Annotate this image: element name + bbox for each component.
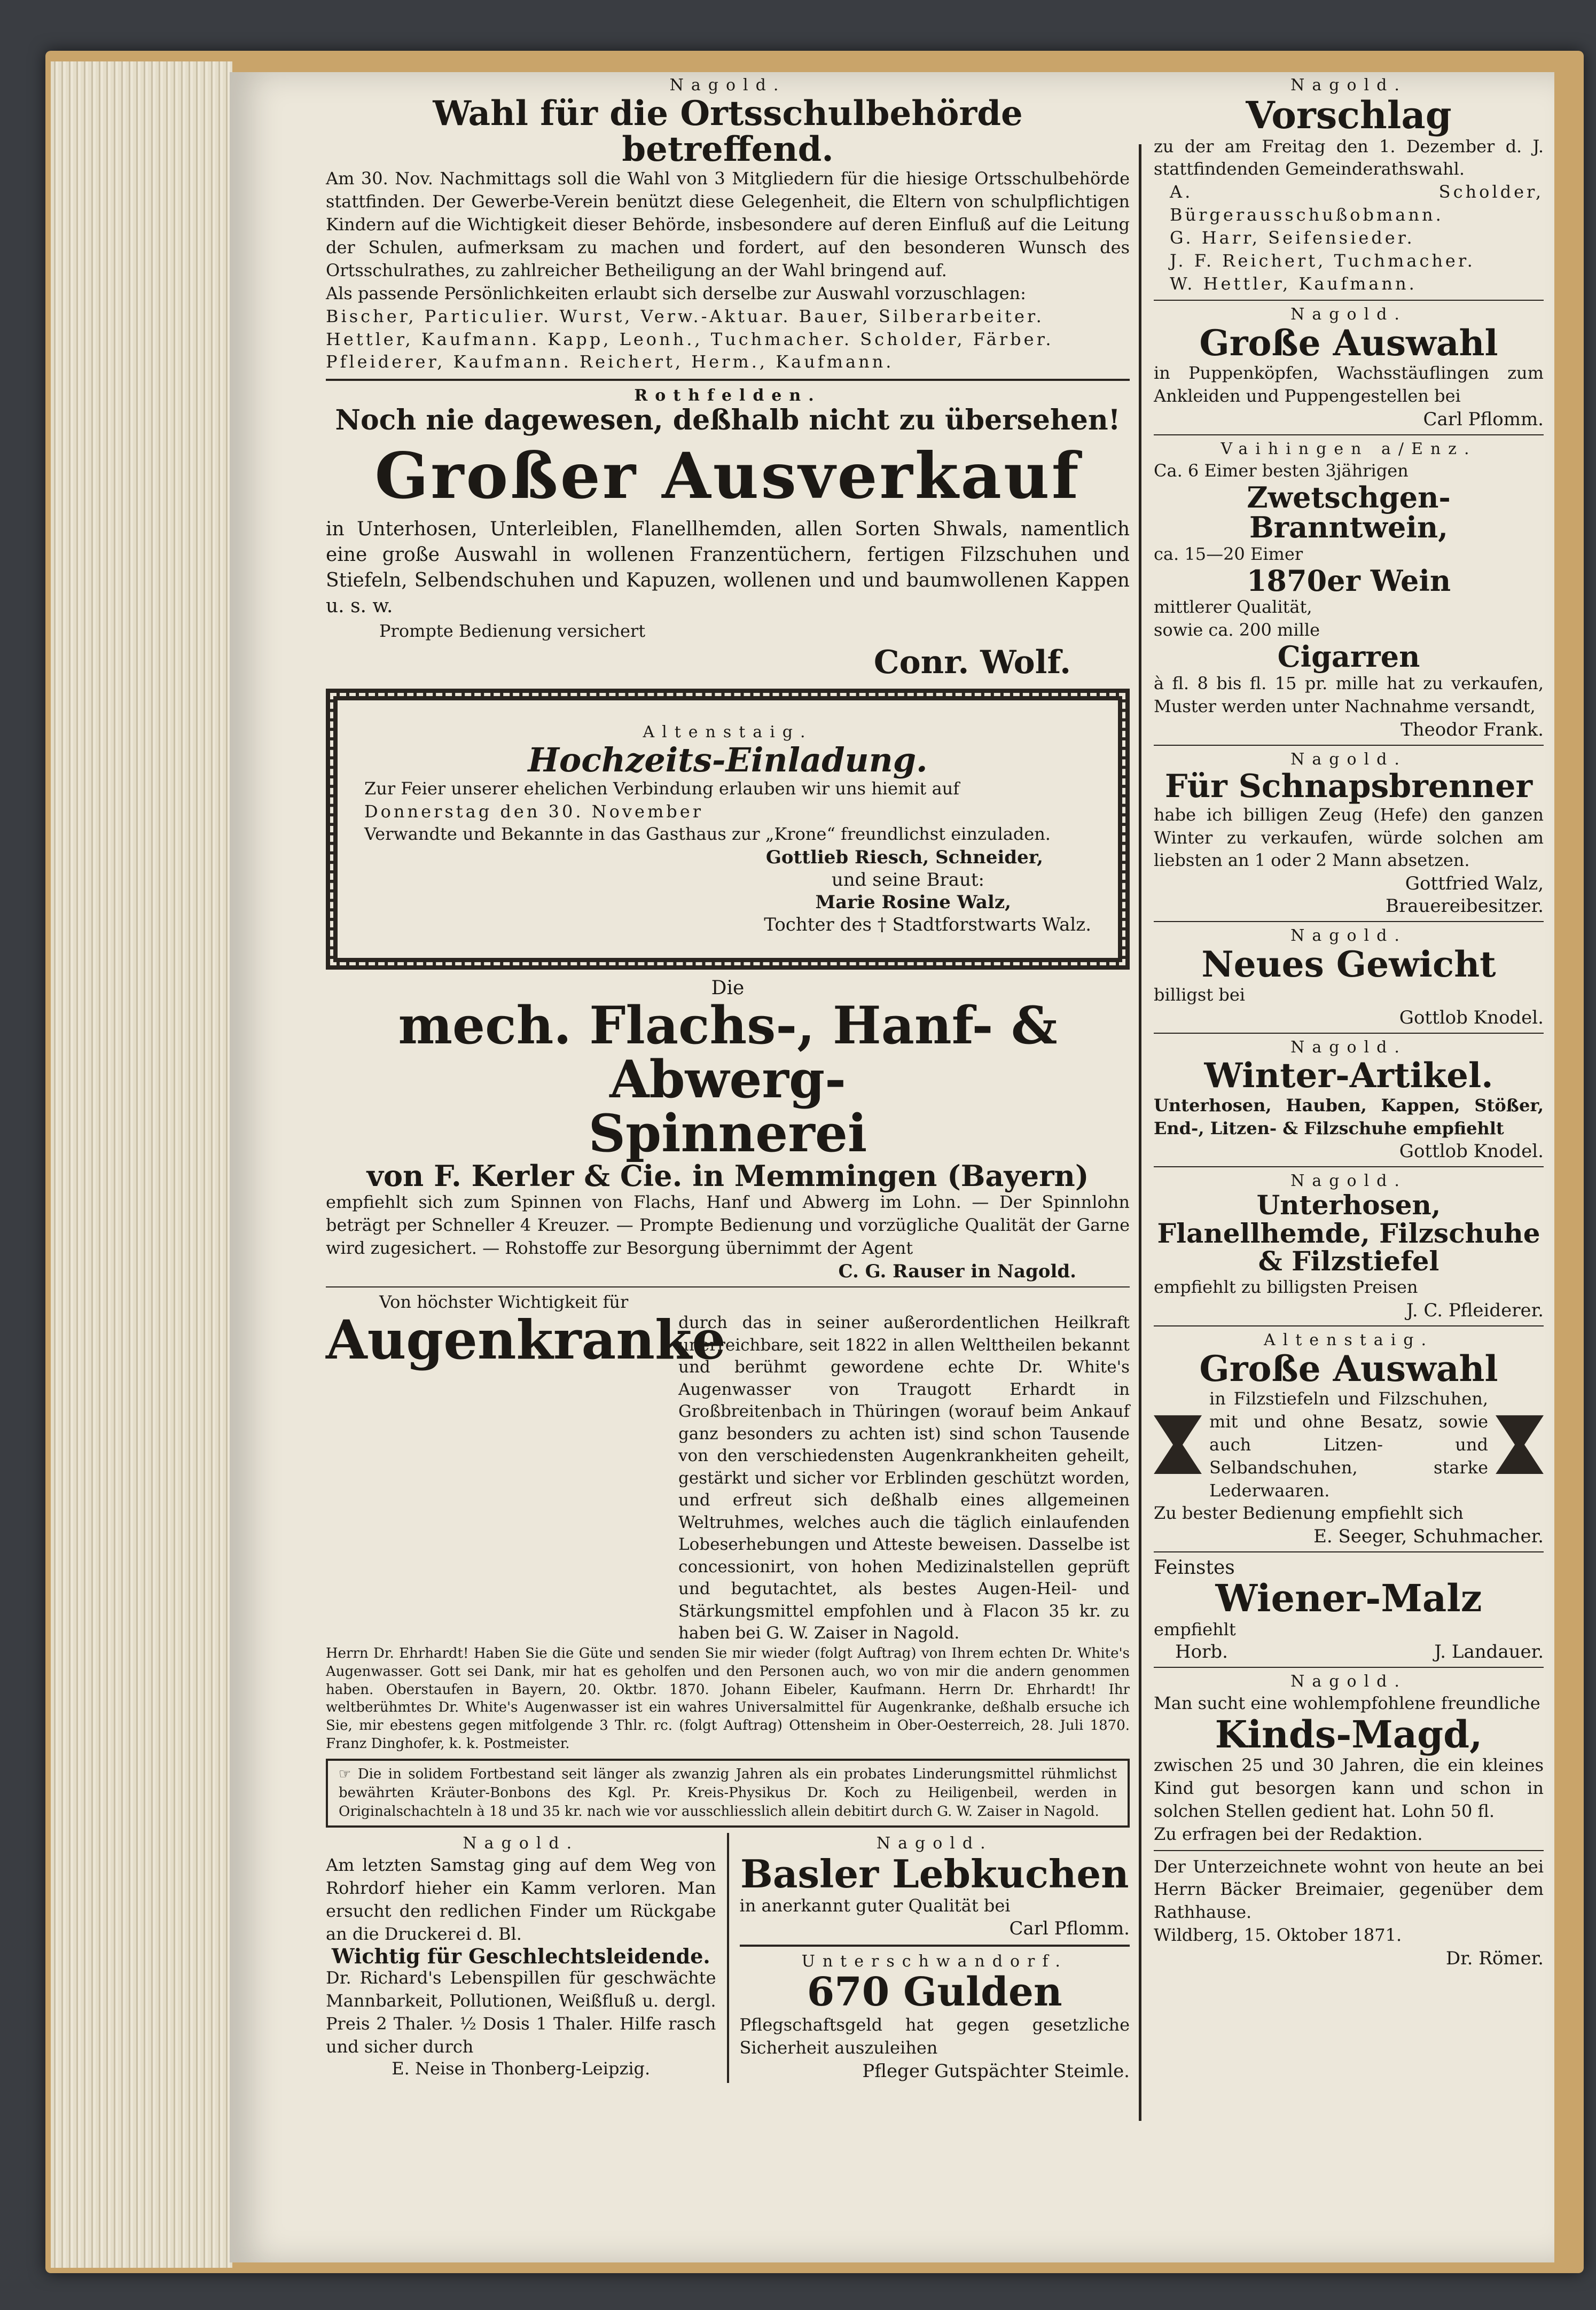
boot-icon <box>1496 1415 1544 1474</box>
ad-gingerbread <box>727 1833 1130 2083</box>
ad-company: von F. Kerler & Cie. in Memmingen (Bayern) <box>366 1158 1089 1193</box>
divider <box>326 1286 1130 1287</box>
ad-place: Nagold. <box>1290 1038 1407 1057</box>
ad-title: Basler Lebkuchen <box>740 1851 1129 1897</box>
ad-title: Hochzeits-Einladung. <box>528 740 928 779</box>
ad-place: Vaihingen a/Enz. <box>1221 439 1477 458</box>
ad-place: Nagold. <box>1290 1172 1407 1191</box>
ad-signature: Dr. Römer. <box>1445 1948 1544 1970</box>
name-line: J. F. Reichert, Tuchmacher. <box>1170 250 1475 271</box>
ad-signature: Gottlob Knodel. <box>1399 1007 1544 1029</box>
divider <box>1154 434 1544 435</box>
ad-signature: J. Landauer. <box>1434 1641 1544 1663</box>
ad-title: Wahl für die Ortsschulbehörde betreffend. <box>433 93 1023 170</box>
ad-body: empfiehlt <box>1154 1619 1236 1640</box>
ad-signature: Gottlob Knodel. <box>1399 1141 1544 1162</box>
ad-title: Neues Gewicht <box>1201 943 1496 986</box>
ad-body: empfiehlt zu billigsten Preisen <box>1154 1276 1418 1297</box>
ad-line: Ca. 6 Eimer besten 3jährigen <box>1154 460 1409 481</box>
divider <box>1154 1850 1544 1851</box>
divider <box>1154 1166 1544 1167</box>
ad-body: Unterhosen, Hauben, Kappen, Stößer, End-, Litzen- & Filzschuhe empfiehlt <box>1154 1095 1544 1138</box>
ad-place: Altenstaig. <box>643 722 813 742</box>
ad-malt <box>1154 1557 1544 1662</box>
ad-signature-2: Brauereibesitzer. <box>1385 895 1544 917</box>
ad-signature: Pfleger Gutspächter Steimle. <box>862 2060 1130 2082</box>
bottom-ads <box>326 1833 1130 2083</box>
ad-felt-boots <box>1154 1331 1544 1548</box>
ad-body: à fl. 8 bis fl. 15 pr. mille hat zu verkaufen, Muster werden unter Nachnahme versandt, <box>1154 673 1544 716</box>
signature-line: Tochter des † Stadtforstwarts Walz. <box>764 914 1091 936</box>
ad-title: Wichtig für Geschlechtsleidende. <box>331 1944 710 1968</box>
ad-body-2: Zu bester Bedienung empfiehlt sich <box>1154 1503 1464 1524</box>
ad-title: Kinds-Magd, <box>1215 1712 1483 1757</box>
ad-brandy <box>1154 440 1544 740</box>
ad-signature: E. Seeger, Schuhmacher. <box>1313 1526 1544 1548</box>
ad-title: Für Schnapsbrenner <box>1164 767 1533 805</box>
ad-title: Große Auswahl <box>1199 322 1498 364</box>
ad-service: Prompte Bedienung versichert <box>379 620 646 641</box>
signature-line: Marie Rosine Walz, <box>815 892 1011 914</box>
ad-title: Zwetschgen-Branntwein, <box>1247 480 1451 545</box>
divider <box>1154 1551 1544 1552</box>
ad-spinning-mill <box>326 977 1130 1282</box>
ad-title-3: Cigarren <box>1277 639 1420 674</box>
boot-icon <box>1154 1415 1202 1474</box>
notice-box: ☞ Die in solidem Fortbestand seit länger als zwanzig Jahren als ein probates Linderungsmittel rühmlichst bewährten Kräuter-Bonbons des Kgl. Pr. Kreis-Physikus Dr. Koch zu Heiligenbeil, werden in Originalschachteln à 18 und 35 kr. nach wie vor ausschliesslich allein debitirt durch G. W. Zaiser in Nagold. <box>326 1759 1130 1828</box>
ad-body: Am letzten Samstag ging auf dem Weg von Rohrdorf hieher ein Kamm verloren. Man ersucht den redlichen Finder um Rückgabe an die Druckerei d. Bl. <box>326 1855 716 1944</box>
candidate-line: Pfleiderer, Kaufmann. Reichert, Herm., Kaufmann. <box>326 352 894 372</box>
ad-pre: Feinstes <box>1154 1557 1235 1579</box>
ad-place: Nagold. <box>1290 305 1407 324</box>
ad-body-2: Als passende Persönlichkeiten erlaubt sich derselbe zur Auswahl vorzuschlagen: <box>326 283 1026 303</box>
ad-eye-water <box>326 1292 1130 1828</box>
ad-title: Winter-Artikel. <box>1204 1056 1493 1096</box>
wedding-invitation-box <box>326 689 1130 970</box>
ad-place: Rothfelden. <box>634 386 822 405</box>
ad-body: Pflegschaftsgeld hat gegen gesetzliche Sicherheit auszuleihen <box>739 2015 1130 2058</box>
divider <box>326 379 1130 381</box>
ad-new-weight <box>1154 926 1544 1028</box>
ad-body-2: zwischen 25 und 30 Jahren, die ein kleines Kind gut besorgen kann und schon in solchen Stellen gedient hat. Lohn 50 fl. <box>1154 1755 1544 1821</box>
left-column <box>326 75 1130 2083</box>
candidate-line: Hettler, Kaufmann. Kapp, Leonh., Tuchmacher. Scholder, Färber. <box>326 329 1054 349</box>
ad-line: ca. 15—20 Eimer <box>1154 543 1303 564</box>
right-column <box>1154 75 1544 1970</box>
ad-place: Nagold. <box>463 1834 580 1853</box>
divider <box>1154 1033 1544 1034</box>
ad-title: Unterhosen, Flanellhemde, Filzschuhe & Filzstiefel <box>1157 1189 1540 1277</box>
signature-line: Gottlieb Riesch, Schneider, <box>765 847 1043 869</box>
ad-body-3: Zu erfragen bei der Redaktion. <box>1154 1823 1423 1844</box>
ad-body: Der Unterzeichnete wohnt von heute an bei Herrn Bäcker Breimaier, gegenüber dem Rathhause. <box>1154 1856 1544 1923</box>
divider <box>1154 921 1544 922</box>
book-page-edges <box>51 61 232 2268</box>
ad-place: Nagold. <box>1290 750 1407 769</box>
invitation-date: Donnerstag den 30. November <box>364 801 703 822</box>
ad-place: Unterschwandorf. <box>801 1952 1068 1971</box>
ad-line: mittlerer Qualität, <box>1154 597 1312 618</box>
ad-body: in anerkannt guter Qualität bei <box>739 1895 1011 1916</box>
ad-body: habe ich billigen Zeug (Hefe) den ganzen Winter zu verkaufen, würde solchen am liebsten an 1 oder 2 Mann absetzen. <box>1154 804 1544 871</box>
ad-agent: C. G. Rauser in Nagold. <box>838 1260 1076 1282</box>
ad-place: Nagold. <box>1290 926 1407 946</box>
ad-body: zu der am Freitag den 1. Dezember d. J. stattfindenden Gemeinderathswahl. <box>1154 136 1544 180</box>
ad-place: Nagold. <box>1290 1672 1407 1691</box>
ad-title: Wiener-Malz <box>1215 1576 1482 1621</box>
divider <box>1154 300 1544 301</box>
ad-title: Große Auswahl <box>1199 1347 1498 1390</box>
ad-place: Nagold. <box>876 1834 993 1853</box>
ad-signature: Gottfried Walz, <box>1405 873 1544 895</box>
ad-line: sowie ca. 200 mille <box>1154 620 1320 641</box>
divider <box>1154 1667 1544 1668</box>
ad-title-2: 1870er Wein <box>1246 563 1451 598</box>
ad-body: Am 30. Nov. Nachmittags soll die Wahl von 3 Mitgliedern für die hiesige Ortsschulbehörde stattfinden. Der Gewerbe-Verein benützt diese Gelegenheit, die Eltern von schulpflichtigen Kindern auf die Wichtigkeit dieser Behörde, insbesondere auf deren Einfluß auf die Leitung der Schulen, aufmerksam zu machen und fordert, auf den besonderen Wunsch des Ortsschulrathes, zu zahlreicher Betheiligung an der Wahl bringend auf. <box>326 168 1130 280</box>
ad-body: in Puppenköpfen, Wachsstäuflingen zum Ankleiden und Puppengestellen bei <box>1154 362 1544 406</box>
ad-signature: E. Neise in Thonberg-Leipzig. <box>392 2058 651 2079</box>
ad-title: Augenkranke <box>326 1308 726 1371</box>
ad-tagline: Noch nie dagewesen, deßhalb nicht zu übersehen! <box>335 404 1121 437</box>
ad-signature: Theodor Frank. <box>1401 719 1544 740</box>
column-divider <box>1139 144 1141 2121</box>
ad-signature: J. C. Pfleiderer. <box>1406 1299 1544 1321</box>
ad-signature: Carl Pflomm. <box>1009 1918 1130 1940</box>
invitation-line: Zur Feier unserer ehelichen Verbindung erlauben wir uns hiemit auf <box>364 778 960 799</box>
ad-title: Großer Ausverkauf <box>374 438 1081 513</box>
ad-clearance-sale <box>326 386 1130 681</box>
name-line: G. Harr, Seifensieder. <box>1170 228 1415 248</box>
ad-place: Nagold. <box>1290 76 1407 95</box>
ad-body: billigst bei <box>1154 984 1246 1005</box>
ad-body: Man sucht eine wohlempfohlene freundliche <box>1154 1692 1540 1713</box>
ad-winter-articles <box>1154 1038 1544 1162</box>
ad-school-election <box>326 76 1130 373</box>
divider <box>1154 1325 1544 1326</box>
divider <box>1154 745 1544 746</box>
ad-title-2: Spinnerei <box>588 1103 867 1164</box>
ad-relocation <box>1154 1855 1544 1970</box>
ad-pre: Die <box>711 977 745 1000</box>
ad-title: mech. Flachs-, Hanf- & Abwerg- <box>398 995 1058 1110</box>
divider <box>740 1945 1130 1947</box>
ad-body: durch das in seiner außerordentlichen Heilkraft unerreichbare, seit 1822 in allen Welttheilen bekannt und berühmt gewordene echte Dr. White's Augenwasser von Traugott Erhardt in Großbreitenbach in Thüringen (worauf beim Ankauf ganz besonders zu achten ist) sind schon Tausende von den verschiedensten Augenkrankheiten geheilt, gestärkt und sicher vor Erblinden geschützt worden, und erfreut sich deßhalb eines allgemeinen Weltruhmes, welches auch die täglich einlaufenden Lobeserhebungen und Atteste beweisen. Dasselbe ist concessionirt, von hohen Medizinalstellen geprüft und begutachtet, als bestes Augen-Heil- und Stärkungsmittel empfohlen und à Flacon 35 kr. zu haben bei G. W. Zaiser in Nagold. <box>678 1313 1130 1643</box>
ad-lost-comb <box>326 1833 716 2083</box>
ad-body: empfiehlt sich zum Spinnen von Flachs, Hanf und Abwerg im Lohn. — Der Spinnlohn beträgt per Schneller 4 Kreuzer. — Prompte Bedienung und vorzügliche Qualität der Garne wird zugesichert. — Rohstoffe zur Besorgung übernimmt der Agent <box>326 1192 1130 1259</box>
invitation-line: Verwandte und Bekannte in das Gasthaus zur „Krone“ freundlichst einzuladen. <box>364 824 1051 845</box>
ad-title: Vorschlag <box>1246 93 1452 137</box>
ad-body: in Filzstiefeln und Filzschuhen, mit und ohne Besatz, sowie auch Litzen- und Selbandschuhen, starke Lederwaaren. <box>1209 1388 1488 1501</box>
name-line: W. Hettler, Kaufmann. <box>1170 273 1417 294</box>
ad-signature: Carl Pflomm. <box>1423 408 1544 430</box>
ad-underwear <box>1154 1172 1544 1321</box>
ad-pre: Von höchster Wichtigkeit für <box>379 1291 629 1312</box>
ad-date: Wildberg, 15. Oktober 1871. <box>1154 1925 1402 1946</box>
ad-place: Horb. <box>1175 1641 1228 1663</box>
signature-line: und seine Braut: <box>831 869 984 891</box>
ad-place: Altenstaig. <box>1263 1330 1434 1349</box>
ad-schnaps <box>1154 750 1544 917</box>
ad-body: in Unterhosen, Unterleiblen, Flanellhemden, allen Sorten Shwals, namentlich eine große Auswahl in wollenen Franzentüchern, fertigen Filzschuhen und Stiefeln, Selbendschuhen und Kapuzen, wollenen und und baumwollenen Kappen u. s. w. <box>326 518 1130 618</box>
name-line: A. Scholder, Bürgerausschußobmann. <box>1170 182 1544 225</box>
ad-doll-heads <box>1154 305 1544 430</box>
candidate-line: Bischer, Particulier. Wurst, Verw.-Aktuar. Bauer, Silberarbeiter. <box>326 306 1044 326</box>
ad-place: Nagold. <box>669 76 786 95</box>
testimonial: Herrn Dr. Ehrhardt! Haben Sie die Güte und senden Sie mir wieder (folgt Auftrag) von Ihrem echten Dr. White's Augenwasser. Gott sei Dank, mir hat es geholfen und den Personen auch, wo von mir die andern genommen haben. Oberstaufen in Bayern, 20. Oktbr. 1870. Johann Eibeler, Kaufmann. Herrn Dr. Ehrhardt! Ihr weltberühmtes Dr. White's Augenwasser ist ein wahres Universalmittel für Augenkranke, deßhalb ersuche ich Sie, mir ebestens gegen mitfolgende 3 Thlr. rc. (folgt Auftrag) Ottensheim in Ober-Oesterreich, 28. Juli 1870. Franz Dinghofer, k. k. Postmeister. <box>326 1645 1130 1752</box>
ad-signature: Conr. Wolf. <box>873 643 1071 681</box>
ad-body-2: Dr. Richard's Lebenspillen für geschwächte Mannbarkeit, Pollutionen, Weißfluß u. dergl. Preis 2 Thaler. ½ Dosis 1 Thaler. Hilfe rasch und sicher durch <box>326 1968 716 2057</box>
ad-title: 670 Gulden <box>807 1969 1062 2016</box>
ad-nanny <box>1154 1672 1544 1846</box>
ad-proposal <box>1154 76 1544 295</box>
